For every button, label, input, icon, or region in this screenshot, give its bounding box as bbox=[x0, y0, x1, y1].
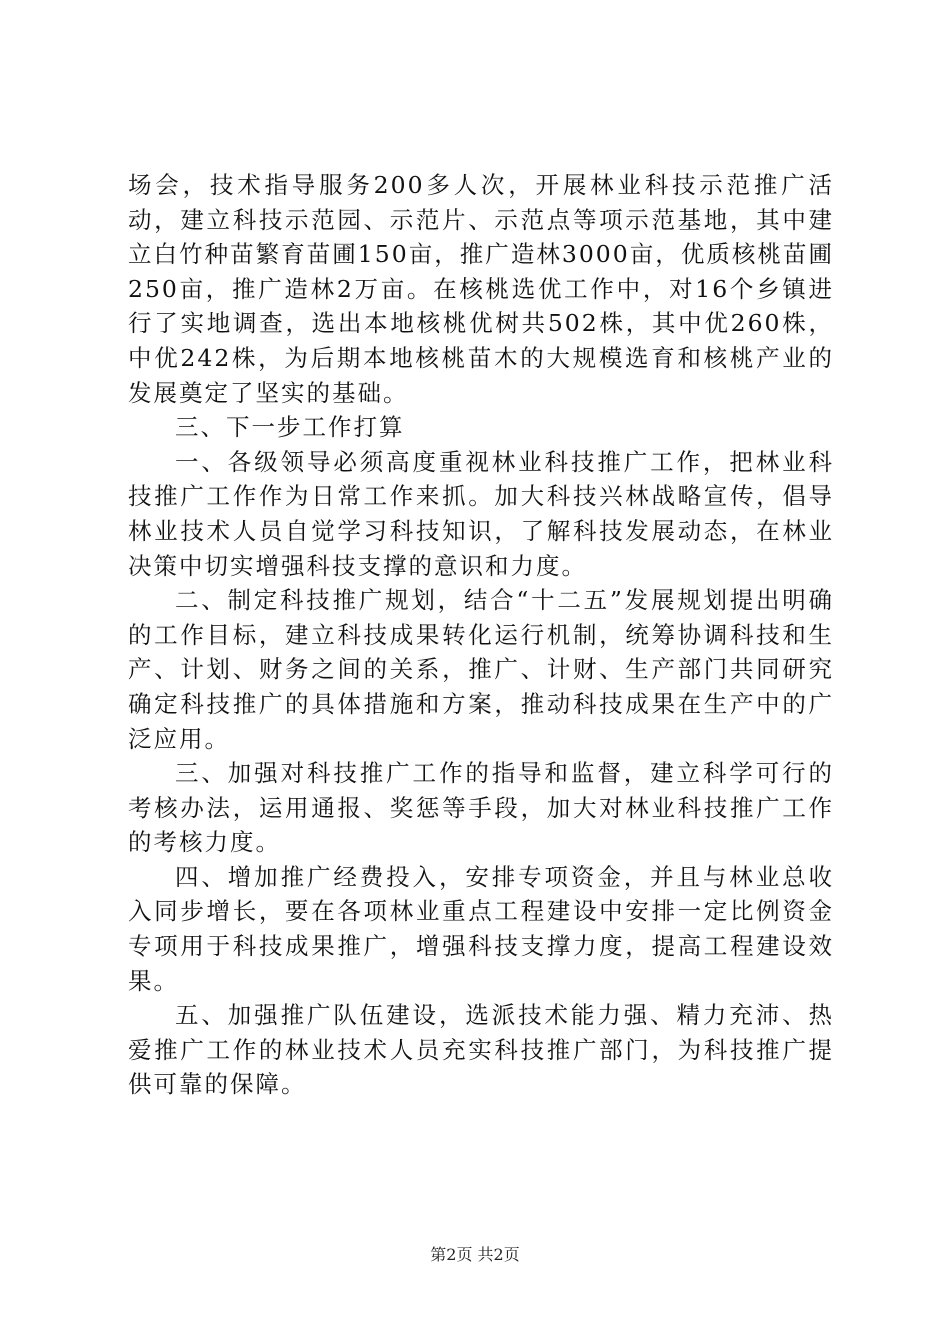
paragraph-item-3: 三、加强对科技推广工作的指导和监督，建立科学可行的考核办法，运用通报、奖惩等手段，加大对林业科技推广工作的考核力度。 bbox=[128, 759, 834, 857]
paragraph-item-1: 一、各级领导必须高度重视林业科技推广工作，把林业科技推广工作作为日常工作来抓。加大科技兴林战略宣传，倡导林业技术人员自觉学习科技知识，了解科技发展动态，在林业决策中切实增强科技支撑的意识和力度。 bbox=[128, 447, 834, 580]
paragraph-item-2: 二、制定科技推广规划，结合“十二五”发展规划提出明确的工作目标，建立科技成果转化运行机制，统筹协调科技和生产、计划、财务之间的关系，推广、计财、生产部门共同研究确定科技推广的具体措施和方案，推动科技成果在生产中的广泛应用。 bbox=[128, 586, 834, 753]
page-number-footer: 第2页 共2页 bbox=[430, 1245, 520, 1264]
paragraph-item-4: 四、增加推广经费投入，安排专项资金，并且与林业总收入同步增长，要在各项林业重点工程建设中安排一定比例资金专项用于科技成果推广，增强科技支撑力度，提高工程建设效果。 bbox=[128, 862, 834, 995]
section-heading-next-steps: 三、下一步工作打算 bbox=[175, 413, 405, 442]
paragraph-intro-continued: 场会，技术指导服务200多人次，开展林业科技示范推广活动，建立科技示范园、示范片、示范点等项示范基地，其中建立白竹种苗繁育苗圃150亩，推广造林3000亩，优质核桃苗圃250亩，推广造林2万亩。在核桃选优工作中，对16个乡镇进行了实地调查，选出本地核桃优树共502株，其中优260株，中优242株，为后期本地核桃苗木的大规模选育和核桃产业的发展奠定了坚实的基础。 bbox=[128, 171, 834, 407]
document-body bbox=[128, 168, 834, 1102]
paragraph-item-5: 五、加强推广队伍建设，选派技术能力强、精力充沛、热爱推广工作的林业技术人员充实科技推广部门，为科技推广提供可靠的保障。 bbox=[128, 1001, 834, 1099]
